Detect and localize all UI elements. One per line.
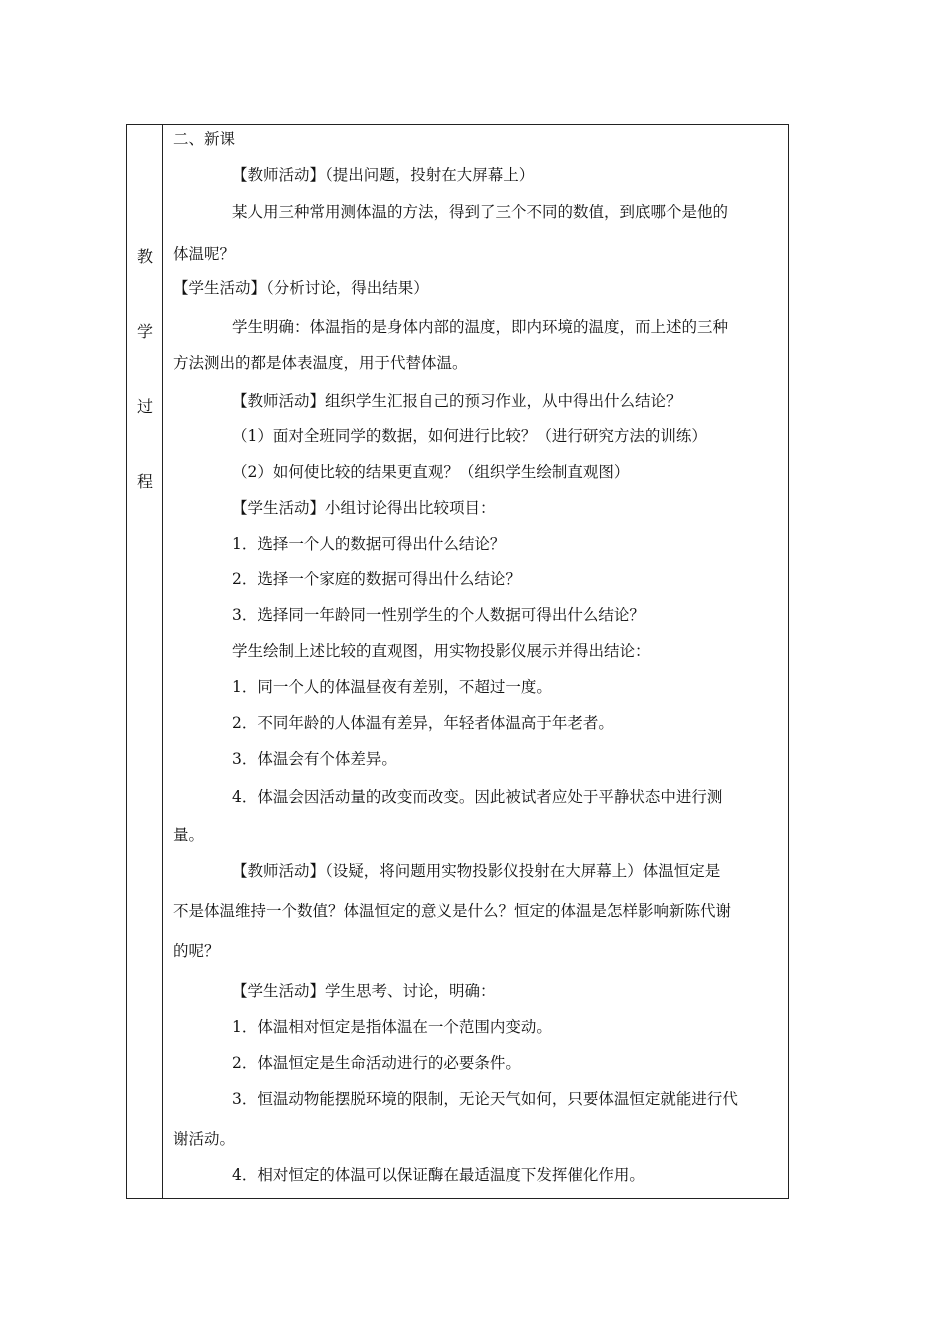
student-activity-heading: 【学生活动】（分析讨论，得出结果） xyxy=(173,279,429,297)
paragraph-line: 某人用三种常用测体温的方法，得到了三个不同的数值，到底哪个是他的 xyxy=(232,203,729,221)
list-item: （1）面对全班同学的数据，如何进行比较？（进行研究方法的训练） xyxy=(232,427,707,445)
lesson-table xyxy=(126,124,789,1199)
section-label-char: 过 xyxy=(136,397,153,416)
section-heading: 二、新课 xyxy=(173,130,236,148)
lesson-content-cell xyxy=(164,125,788,1198)
list-item: 3．选择同一年龄同一性别学生的个人数据可得出什么结论？ xyxy=(232,606,645,624)
section-label-char: 程 xyxy=(136,472,153,491)
section-label-char: 学 xyxy=(136,322,153,341)
paragraph-line: 谢活动。 xyxy=(173,1130,236,1148)
paragraph-line: 体温呢？ xyxy=(173,245,236,263)
list-item: 3．体温会有个体差异。 xyxy=(232,750,397,768)
paragraph-line: 量。 xyxy=(173,826,205,844)
list-item: 2．不同年龄的人体温有差异，年轻者体温高于年老者。 xyxy=(232,714,614,732)
list-item: 1．体温相对恒定是指体温在一个范围内变动。 xyxy=(232,1018,552,1036)
teacher-activity-heading: 【教师活动】（提出问题，投射在大屏幕上） xyxy=(232,166,535,184)
list-item: 2．选择一个家庭的数据可得出什么结论？ xyxy=(232,570,521,588)
list-item: 4．相对恒定的体温可以保证酶在最适温度下发挥催化作用。 xyxy=(232,1166,645,1184)
paragraph-line: 方法测出的都是体表温度，用于代替体温。 xyxy=(173,354,468,372)
list-item: 3．恒温动物能摆脱环境的限制，无论天气如何，只要体温恒定就能进行代 xyxy=(232,1090,738,1108)
section-label-char: 教 xyxy=(136,247,153,266)
student-activity-heading: 【学生活动】小组讨论得出比较项目： xyxy=(232,499,496,517)
teacher-activity-heading: 【教师活动】组织学生汇报自己的预习作业，从中得出什么结论？ xyxy=(232,392,682,410)
list-item: 2．体温恒定是生命活动进行的必要条件。 xyxy=(232,1054,521,1072)
paragraph-line: 不是体温维持一个数值？体温恒定的意义是什么？恒定的体温是怎样影响新陈代谢 xyxy=(173,902,732,920)
student-activity-heading: 【学生活动】学生思考、讨论，明确： xyxy=(232,982,496,1000)
list-item: 1．同一个人的体温昼夜有差别，不超过一度。 xyxy=(232,678,552,696)
teacher-activity-heading: 【教师活动】（设疑，将问题用实物投影仪投射在大屏幕上）体温恒定是 xyxy=(232,862,721,880)
list-item: 1．选择一个人的数据可得出什么结论？ xyxy=(232,535,506,553)
section-label-cell xyxy=(127,125,163,1198)
paragraph-line: 的呢？ xyxy=(173,942,220,960)
list-item: （2）如何使比较的结果更直观？（组织学生绘制直观图） xyxy=(232,463,630,481)
list-item: 4．体温会因活动量的改变而改变。因此被试者应处于平静状态中进行测 xyxy=(232,788,723,806)
paragraph-line: 学生明确：体温指的是身体内部的温度，即内环境的温度，而上述的三种 xyxy=(232,318,729,336)
paragraph-line: 学生绘制上述比较的直观图，用实物投影仪展示并得出结论： xyxy=(232,642,651,660)
